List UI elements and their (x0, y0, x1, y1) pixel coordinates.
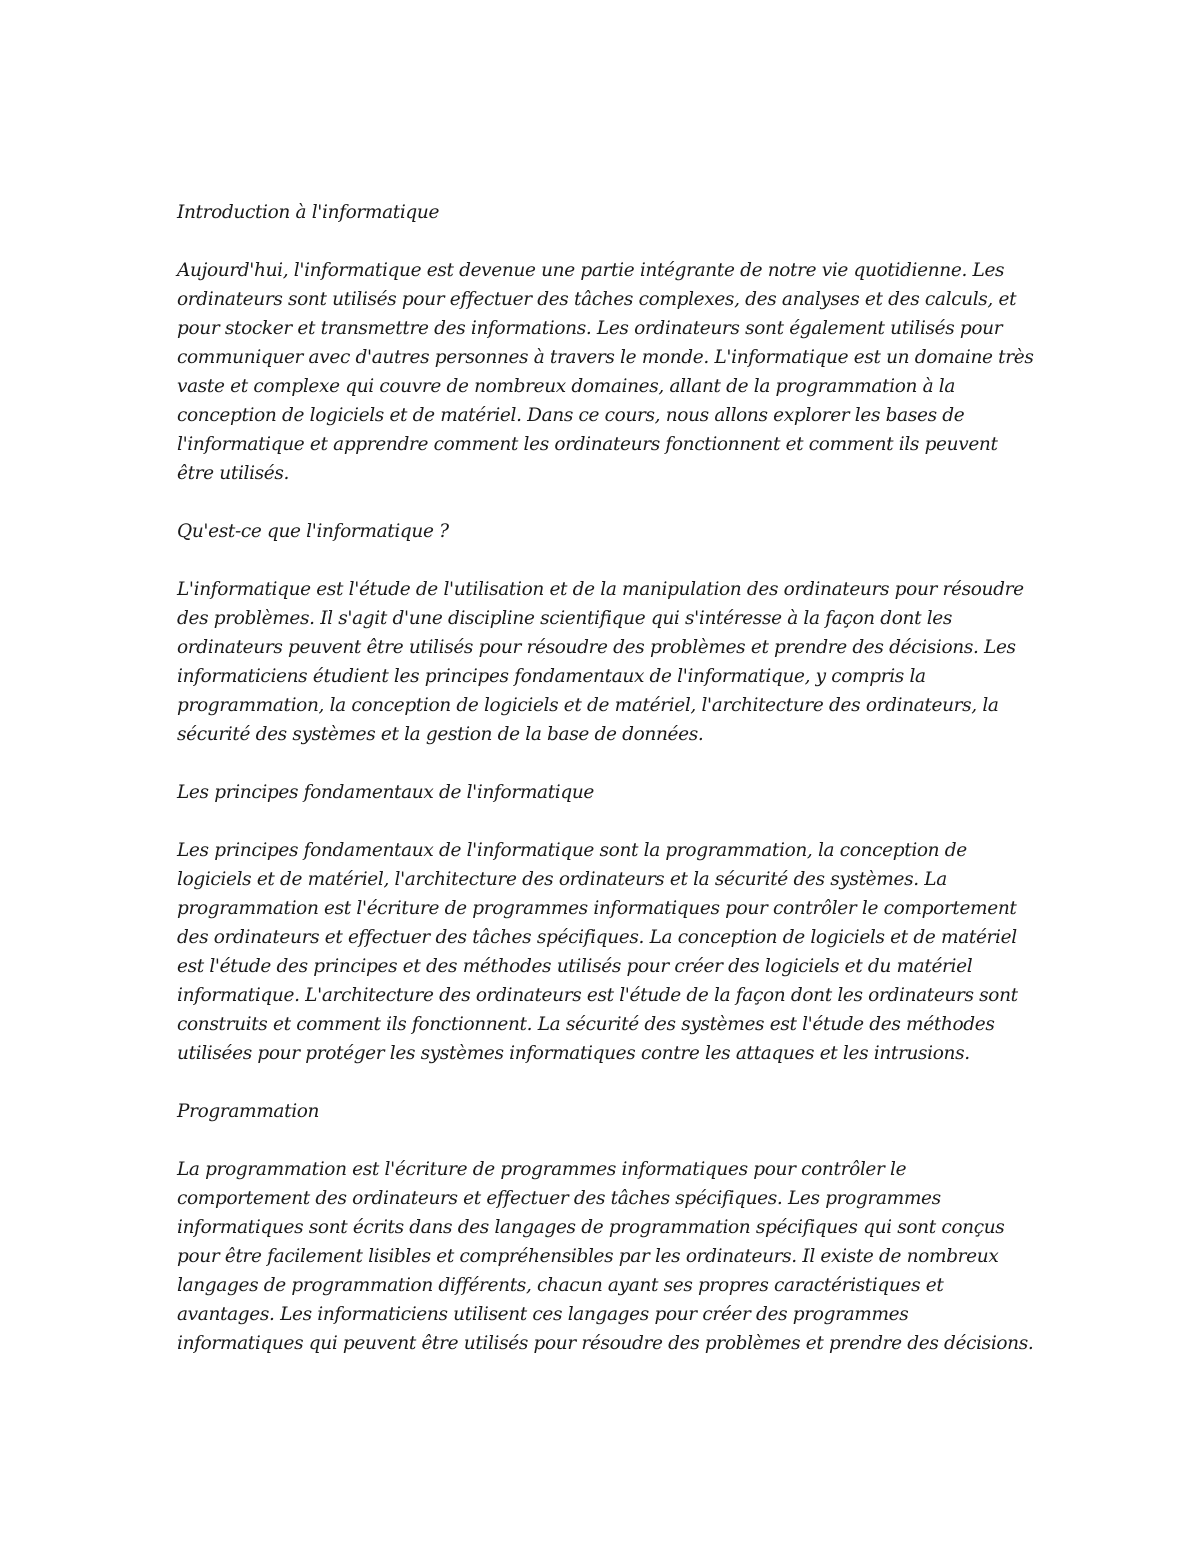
section-heading-definition: Qu'est-ce que l'informatique ? (177, 521, 449, 542)
section-heading-principles: Les principes fondamentaux de l'informatique (177, 782, 595, 803)
document-body (177, 198, 1037, 1387)
section-heading-introduction: Introduction à l'informatique (177, 202, 440, 223)
section-paragraph-introduction: Aujourd'hui, l'informatique est devenue une partie intégrante de notre vie quotidienne. Les ordinateurs sont utilisés pour effectuer des tâches complexes, des analyses et des calculs, et pour stocker et transmettre des informations. Les ordinateurs sont également utilisés pour communiquer avec d'autres personnes à travers le monde. L'informatique est un domaine très vaste et complexe qui couvre de nombreux domaines, allant de la programmation à la conception de logiciels et de matériel. Dans ce cours, nous allons explorer les bases de l'informatique et apprendre comment les ordinateurs fonctionnent et comment ils peuvent être utilisés. (177, 260, 1034, 484)
section-paragraph-programming: La programmation est l'écriture de programmes informatiques pour contrôler le comportement des ordinateurs et effectuer des tâches spécifiques. Les programmes informatiques sont écrits dans des langages de programmation spécifiques qui sont conçus pour être facilement lisibles et compréhensibles par les ordinateurs. Il existe de nombreux langages de programmation différents, chacun ayant ses propres caractéristiques et avantages. Les informaticiens utilisent ces langages pour créer des programmes informatiques qui peuvent être utilisés pour résoudre des problèmes et prendre des décisions. (177, 1159, 1034, 1354)
section-paragraph-definition: L'informatique est l'étude de l'utilisation et de la manipulation des ordinateurs pour résoudre des problèmes. Il s'agit d'une discipline scientifique qui s'intéresse à la façon dont les ordinateurs peuvent être utilisés pour résoudre des problèmes et prendre des décisions. Les informaticiens étudient les principes fondamentaux de l'informatique, y compris la programmation, la conception de logiciels et de matériel, l'architecture des ordinateurs, la sécurité des systèmes et la gestion de la base de données. (177, 579, 1024, 745)
section-heading-programming: Programmation (177, 1101, 320, 1122)
section-paragraph-principles: Les principes fondamentaux de l'informatique sont la programmation, la conception de logiciels et de matériel, l'architecture des ordinateurs et la sécurité des systèmes. La programmation est l'écriture de programmes informatiques pour contrôler le comportement des ordinateurs et effectuer des tâches spécifiques. La conception de logiciels et de matériel est l'étude des principes et des méthodes utilisés pour créer des logiciels et du matériel informatique. L'architecture des ordinateurs est l'étude de la façon dont les ordinateurs sont construits et comment ils fonctionnent. La sécurité des systèmes est l'étude des méthodes utilisées pour protéger les systèmes informatiques contre les attaques et les intrusions. (177, 840, 1018, 1064)
